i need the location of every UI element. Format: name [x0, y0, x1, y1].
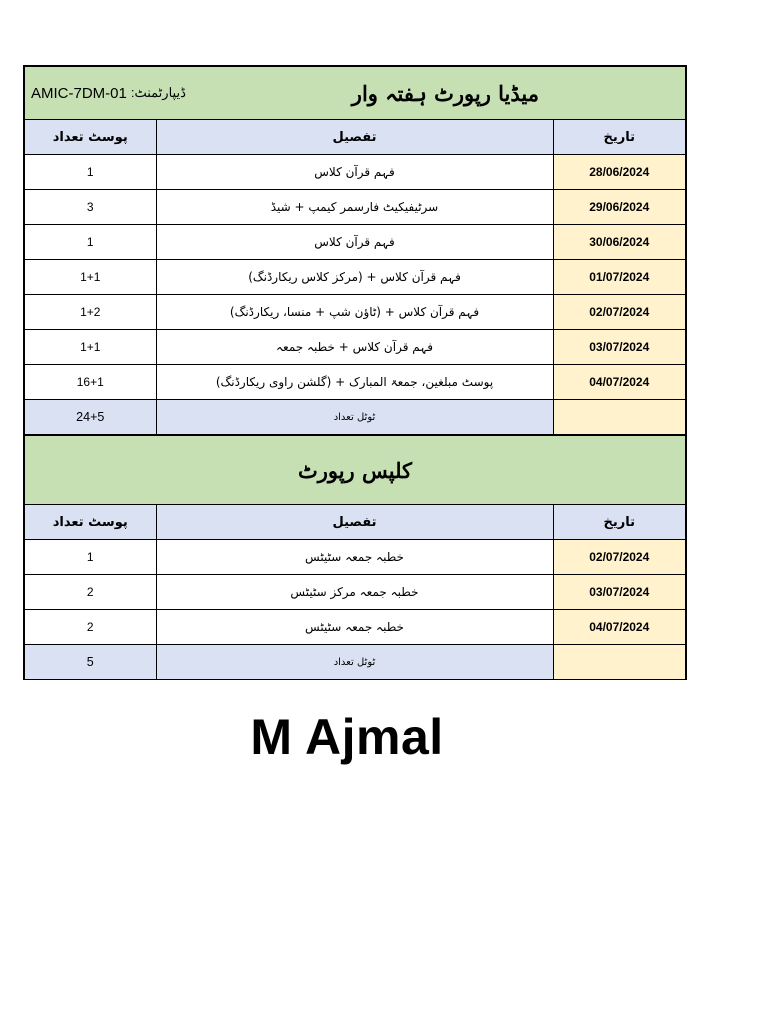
date-cell: 01/07/2024 — [553, 260, 686, 295]
count-cell: 2 — [24, 610, 156, 645]
detail-cell: فہم قرآن کلاس + (مرکز کلاس ریکارڈنگ) — [156, 260, 553, 295]
table-row — [24, 540, 686, 575]
date-cell: 02/07/2024 — [553, 540, 686, 575]
date-cell: 04/07/2024 — [553, 610, 686, 645]
count-cell: 2 — [24, 575, 156, 610]
media-total-row — [24, 400, 686, 435]
detail-cell: خطبہ جمعہ مرکز سٹیٹس — [156, 575, 553, 610]
table-row — [24, 155, 686, 190]
date-cell: 30/06/2024 — [553, 225, 686, 260]
header-date: تاریخ — [553, 505, 686, 540]
header-detail: تفصیل — [156, 505, 553, 540]
date-cell: 02/07/2024 — [553, 295, 686, 330]
date-cell: 03/07/2024 — [553, 575, 686, 610]
signature-name: M Ajmal — [250, 709, 444, 765]
table-row — [24, 575, 686, 610]
media-header-row — [24, 120, 686, 155]
header-detail: تفصیل — [156, 120, 553, 155]
table-row — [24, 190, 686, 225]
total-count: 5 — [24, 645, 156, 680]
department-code: AMIC-7DM-01 — [31, 84, 127, 102]
detail-cell: سرٹیفیکیٹ فارسمر کیمپ + شیڈ — [156, 190, 553, 225]
clips-report-title-row — [24, 436, 686, 505]
table-row — [24, 225, 686, 260]
clips-report-table — [23, 435, 687, 680]
count-cell: 1 — [24, 540, 156, 575]
date-cell: 03/07/2024 — [553, 330, 686, 365]
count-cell: 16+1 — [24, 365, 156, 400]
media-report-table — [23, 65, 687, 435]
date-cell: 04/07/2024 — [553, 365, 686, 400]
count-cell: 1+1 — [24, 260, 156, 295]
department-info — [31, 85, 186, 102]
count-cell: 1 — [24, 225, 156, 260]
media-report-title-row — [24, 66, 686, 120]
date-cell: 29/06/2024 — [553, 190, 686, 225]
clips-header-row — [24, 505, 686, 540]
detail-cell: خطبہ جمعہ سٹیٹس — [156, 540, 553, 575]
detail-cell: فہم قرآن کلاس — [156, 155, 553, 190]
count-cell: 1+1 — [24, 330, 156, 365]
header-count: پوسٹ تعداد — [24, 505, 156, 540]
count-cell: 3 — [24, 190, 156, 225]
table-row — [24, 260, 686, 295]
date-cell: 28/06/2024 — [553, 155, 686, 190]
total-date — [553, 645, 686, 680]
media-report-title: میڈیا رپورٹ ہفتہ وار — [351, 80, 540, 106]
total-label: ٹوٹل تعداد — [156, 400, 553, 435]
total-date — [553, 400, 686, 435]
detail-cell: فہم قرآن کلاس — [156, 225, 553, 260]
count-cell: 1+2 — [24, 295, 156, 330]
table-row — [24, 365, 686, 400]
report-sheet — [23, 65, 685, 680]
detail-cell: فہم قرآن کلاس + خطبہ جمعہ — [156, 330, 553, 365]
department-label: ڈیپارٹمنٹ: — [130, 85, 186, 100]
header-date: تاریخ — [553, 120, 686, 155]
detail-cell: خطبہ جمعہ سٹیٹس — [156, 610, 553, 645]
total-count: 24+5 — [24, 400, 156, 435]
detail-cell: فہم قرآن کلاس + (ٹاؤن شپ + منسا، ریکارڈنگ) — [156, 295, 553, 330]
clips-total-row — [24, 645, 686, 680]
count-cell: 1 — [24, 155, 156, 190]
total-label: ٹوٹل تعداد — [156, 645, 553, 680]
table-row — [24, 295, 686, 330]
header-count: پوسٹ تعداد — [24, 120, 156, 155]
clips-report-title: کلپس رپورٹ — [24, 436, 686, 505]
detail-cell: پوسٹ مبلغین، جمعۃ المبارک + (گلشن راوی ریکارڈنگ) — [156, 365, 553, 400]
table-row — [24, 610, 686, 645]
table-row — [24, 330, 686, 365]
